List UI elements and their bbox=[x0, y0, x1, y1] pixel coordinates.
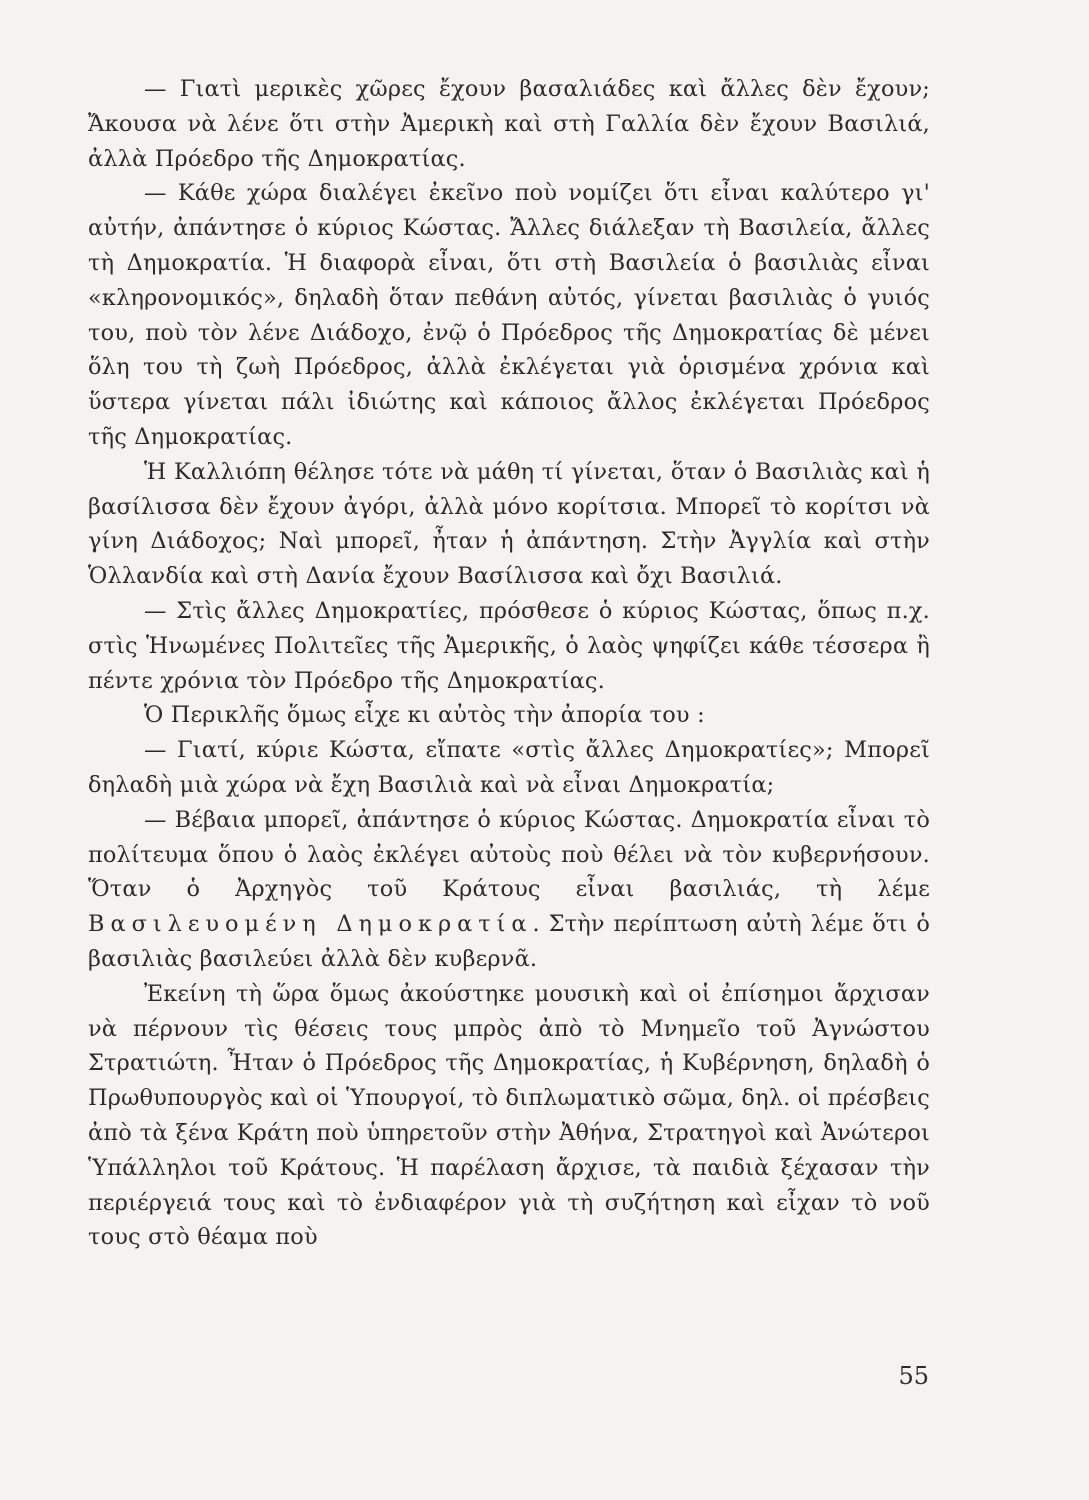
paragraph-6: — Γιατί, κύριε Κώστα, εἴπατε «στὶς ἄλλες Δημοκρατίες»; Μπορεῖ δηλαδὴ μιὰ χώρα νὰ ἔχη Βασιλιὰ καὶ νὰ εἶναι Δημοκρατία; bbox=[88, 737, 930, 798]
paragraph-7-emphasis: Βασιλευομένη Δημοκρατία bbox=[88, 911, 533, 938]
paragraph-7 bbox=[88, 803, 930, 977]
paragraph-7-before: — Βέβαια μπορεῖ, ἀπάντησε ὁ κύριος Κώστας. Δημοκρατία εἶναι τὸ πολίτευμα ὅπου ὁ λαὸς ἐκλέγει αὐτοὺς ποὺ θέλει νὰ τὸν κυβερνήσουν. Ὅταν ὁ Ἀρχηγὸς τοῦ Κράτους εἶναι βασιλιάς, τὴ λέμε bbox=[88, 806, 930, 903]
paragraph-3: Ἡ Καλλιόπη θέλησε τότε νὰ μάθη τί γίνεται, ὅταν ὁ Βασιλιὰς καὶ ἡ βασίλισσα δὲν ἔχουν ἀγόρι, ἀλλὰ μόνο κορίτσια. Μπορεῖ τὸ κορίτσι νὰ γίνη Διάδοχος; Ναὶ μπορεῖ, ἦταν ἡ ἀπάντηση. Στὴν Ἀγγλία καὶ στὴν Ὁλλανδία καὶ στὴ Δανία ἔχουν Βασίλισσα καὶ ὄχι Βασιλιά. bbox=[88, 458, 930, 590]
page-body bbox=[88, 72, 930, 1255]
paragraph-5: Ὁ Περικλῆς ὅμως εἶχε κι αὐτὸς τὴν ἀπορία του : bbox=[144, 702, 705, 729]
paragraph-8: Ἐκείνη τὴ ὥρα ὅμως ἀκούστηκε μουσικὴ καὶ οἱ ἐπίσημοι ἄρχισαν νὰ πέρνουν τὶς θέσεις τους μπρὸς ἀπὸ τὸ Μνημεῖο τοῦ Ἀγνώστου Στρατιώτη. Ἦταν ὁ Πρόεδρος τῆς Δημοκρατίας, ἡ Κυβέρνηση, δηλαδὴ ὁ Πρωθυπουργὸς καὶ οἱ Ὑπουργοί, τὸ διπλωματικὸ σῶμα, δηλ. οἱ πρέσβεις ἀπὸ τὰ ξένα Κράτη ποὺ ὑπηρετοῦν στὴν Ἀθήνα, Στρατηγοὶ καὶ Ἀνώτεροι Ὑπάλληλοι τοῦ Κράτους. Ἡ παρέλαση ἄρχισε, τὰ παιδιὰ ξέχασαν τὴν περιέργειά τους καὶ τὸ ἐνδιαφέρον γιὰ τὴ συζήτηση καὶ εἶχαν τὸ νοῦ τους στὸ θέαμα ποὺ bbox=[88, 980, 930, 1251]
paragraph-1: — Γιατὶ μερικὲς χῶρες ἔχουν βασαλιάδες καὶ ἄλλες δὲν ἔχουν; Ἄκουσα νὰ λένε ὅτι στὴν Ἀμερικὴ καὶ στὴ Γαλλία δὲν ἔχουν Βασιλιά, ἀλλὰ Πρόεδρο τῆς Δημοκρατίας. bbox=[88, 76, 930, 172]
paragraph-7-after: . Στὴν περίπτωση αὐτὴ λέμε ὅτι ὁ βασιλιὰς βασιλεύει ἀλλὰ δὲν κυβερνᾶ. bbox=[88, 911, 930, 972]
page-number: 55 bbox=[898, 1362, 929, 1390]
paragraph-2: — Κάθε χώρα διαλέγει ἐκεῖνο ποὺ νομίζει ὅτι εἶναι καλύτερο γι' αὐτήν, ἀπάντησε ὁ κύριος Κώστας. Ἄλλες διάλεξαν τὴ Βασιλεία, ἄλλες τὴ Δημοκρατία. Ἡ διαφορὰ εἶναι, ὅτι στὴ Βασιλεία ὁ βασιλιὰς εἶναι «κληρονομικός», δηλαδὴ ὅταν πεθάνη αὐτός, γίνεται βασιλιὰς ὁ γυιός του, ποὺ τὸν λένε Διάδοχο, ἐνῷ ὁ Πρόεδρος τῆς Δημοκρατίας δὲ μένει ὅλη του τὴ ζωὴ Πρόεδρος, ἀλλὰ ἐκλέγεται γιὰ ὁρισμένα χρόνια καὶ ὕστερα γίνεται πάλι ἰδιώτης καὶ κάποιος ἄλλος ἐκλέγεται Πρόεδρος τῆς Δημοκρατίας. bbox=[88, 180, 930, 450]
paragraph-4: — Στὶς ἄλλες Δημοκρατίες, πρόσθεσε ὁ κύριος Κώστας, ὅπως π.χ. στὶς Ἡνωμένες Πολιτεῖες τῆς Ἀμερικῆς, ὁ λαὸς ψηφίζει κάθε τέσσερα ἢ πέντε χρόνια τὸν Πρόεδρο τῆς Δημοκρατίας. bbox=[88, 597, 930, 694]
